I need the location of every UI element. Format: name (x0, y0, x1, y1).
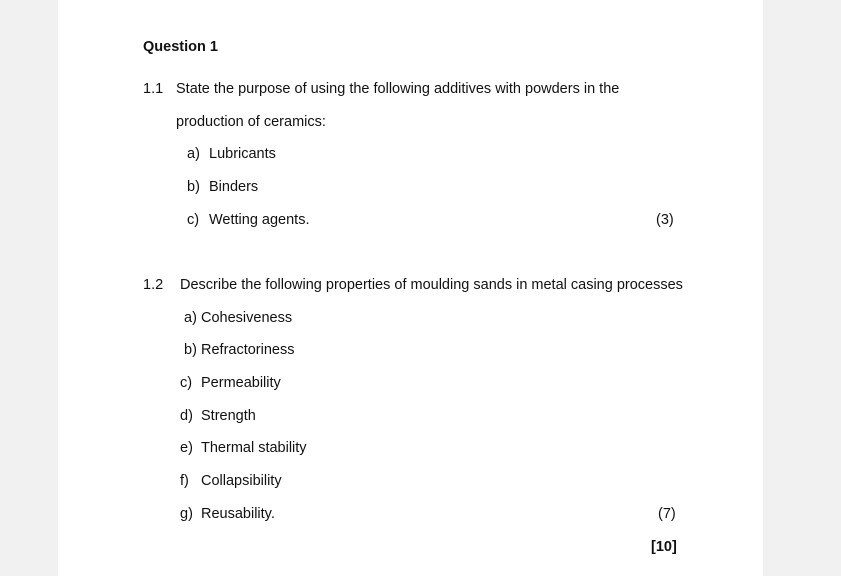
q1-2-item-text: Thermal stability (201, 440, 307, 456)
q1-2-item-letter: b) (184, 342, 197, 358)
q1-2-item-letter: e) (180, 440, 193, 456)
total-marks: [10] (651, 539, 677, 555)
q1-1-item-text: Lubricants (209, 146, 276, 162)
q1-1-text-line1: State the purpose of using the following additives with powders in the (176, 81, 620, 97)
q1-1-item-text: Wetting agents. (209, 212, 310, 228)
q1-2-item-letter: f) (180, 473, 189, 489)
q1-2-item-letter: a) (184, 310, 197, 326)
q1-2-item-letter: d) (180, 408, 193, 424)
q1-2-number: 1.2 (143, 277, 164, 293)
q1-2-item-text: Collapsibility (201, 473, 282, 489)
q1-1-number: 1.1 (143, 81, 164, 97)
q1-2-item-text: Reusability. (201, 506, 275, 522)
q1-1-marks: (3) (656, 212, 674, 228)
q1-1-item-letter: b) (187, 179, 200, 195)
q1-1-text-line2: production of ceramics: (176, 114, 326, 130)
q1-2-item-text: Cohesiveness (201, 310, 293, 326)
q1-1-item-letter: a) (187, 146, 200, 162)
q1-2-marks: (7) (658, 506, 676, 522)
q1-2-item-text: Permeability (201, 375, 281, 391)
q1-1-item-letter: c) (187, 212, 200, 228)
q1-2-item-letter: c) (180, 375, 193, 391)
question-heading: Question 1 (143, 39, 218, 55)
q1-1-item-text: Binders (209, 179, 259, 195)
q1-2-item-letter: g) (180, 506, 193, 522)
q1-2-item-text: Strength (201, 408, 256, 424)
q1-2-item-text: Refractoriness (201, 342, 295, 358)
q1-2-text: Describe the following properties of moulding sands in metal casing processes (180, 277, 683, 293)
